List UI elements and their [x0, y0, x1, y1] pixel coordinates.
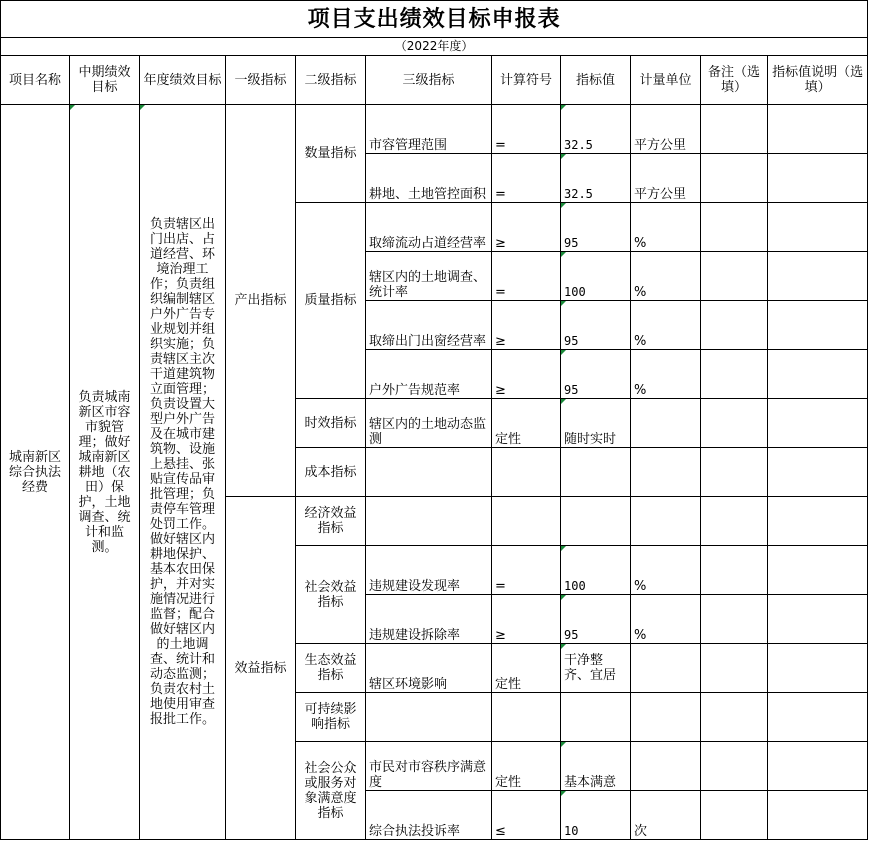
unit-cell[interactable]: [631, 742, 701, 791]
note-cell[interactable]: [768, 350, 868, 399]
note-cell[interactable]: [768, 791, 868, 840]
value-cell[interactable]: 100: [561, 252, 631, 301]
value-cell[interactable]: 95: [561, 595, 631, 644]
symbol-cell[interactable]: ≥: [492, 595, 561, 644]
value-cell[interactable]: 95: [561, 203, 631, 252]
symbol-cell[interactable]: ≥: [492, 301, 561, 350]
header-row: [1, 56, 868, 105]
symbol-cell[interactable]: =: [492, 154, 561, 203]
header-cell: 二级指标: [296, 56, 366, 105]
value-cell[interactable]: 10: [561, 791, 631, 840]
mid-goal-cell[interactable]: 负责城南新区市容市貌管理；做好城南新区耕地（农田）保护，土地调查、统计和监测。: [70, 105, 140, 840]
remark-cell[interactable]: [701, 350, 768, 399]
page-title: 项目支出绩效目标申报表: [1, 1, 868, 38]
header-cell: 指标值说明（选填）: [768, 56, 868, 105]
note-cell[interactable]: [768, 252, 868, 301]
indicator-name-cell[interactable]: [366, 693, 492, 742]
remark-cell[interactable]: [701, 595, 768, 644]
remark-cell[interactable]: [701, 644, 768, 693]
indicator-name-cell[interactable]: 辖区环境影响: [366, 644, 492, 693]
note-cell[interactable]: [768, 105, 868, 154]
symbol-cell[interactable]: [492, 497, 561, 546]
indicator-name-cell[interactable]: 违规建设发现率: [366, 546, 492, 595]
indicator-name-cell[interactable]: 户外广告规范率: [366, 350, 492, 399]
value-cell[interactable]: 95: [561, 350, 631, 399]
remark-cell[interactable]: [701, 546, 768, 595]
symbol-cell[interactable]: [492, 448, 561, 497]
unit-cell[interactable]: 平方公里: [631, 105, 701, 154]
indicator-name-cell[interactable]: 市容管理范围: [366, 105, 492, 154]
remark-cell[interactable]: [701, 399, 768, 448]
unit-cell[interactable]: [631, 399, 701, 448]
level2-social-cell[interactable]: 社会效益指标: [296, 546, 366, 644]
unit-cell[interactable]: %: [631, 203, 701, 252]
header-cell: 计量单位: [631, 56, 701, 105]
note-cell[interactable]: [768, 399, 868, 448]
indicator-name-cell[interactable]: [366, 497, 492, 546]
value-cell[interactable]: 95: [561, 301, 631, 350]
remark-cell[interactable]: [701, 497, 768, 546]
symbol-cell[interactable]: ≥: [492, 350, 561, 399]
unit-cell[interactable]: %: [631, 350, 701, 399]
value-cell[interactable]: 32.5: [561, 105, 631, 154]
value-cell[interactable]: 干净整齐、宜居: [561, 644, 631, 693]
level2-cost-cell[interactable]: 成本指标: [296, 448, 366, 497]
remark-cell[interactable]: [701, 742, 768, 791]
header-cell: 一级指标: [226, 56, 296, 105]
symbol-cell[interactable]: 定性: [492, 399, 561, 448]
note-cell[interactable]: [768, 644, 868, 693]
level2-satisfaction-cell[interactable]: 社会公众或服务对象满意度指标: [296, 742, 366, 840]
indicator-name-cell[interactable]: 取缔出门出窗经营率: [366, 301, 492, 350]
note-cell[interactable]: [768, 301, 868, 350]
symbol-cell[interactable]: 定性: [492, 742, 561, 791]
table-row: [1, 105, 868, 154]
project-name-cell[interactable]: 城南新区综合执法经费: [1, 105, 70, 840]
indicator-name-cell[interactable]: 辖区内的土地动态监测: [366, 399, 492, 448]
remark-cell[interactable]: [701, 203, 768, 252]
unit-cell[interactable]: %: [631, 301, 701, 350]
remark-cell[interactable]: [701, 448, 768, 497]
header-cell: 项目名称: [1, 56, 70, 105]
level2-economic-cell[interactable]: 经济效益指标: [296, 497, 366, 546]
indicator-name-cell[interactable]: 综合执法投诉率: [366, 791, 492, 840]
remark-cell[interactable]: [701, 252, 768, 301]
symbol-cell[interactable]: ≥: [492, 203, 561, 252]
level2-quality-cell[interactable]: 质量指标: [296, 203, 366, 399]
year-label: （2022年度）: [1, 38, 868, 56]
indicator-name-cell[interactable]: 取缔流动占道经营率: [366, 203, 492, 252]
symbol-cell[interactable]: =: [492, 105, 561, 154]
unit-cell[interactable]: [631, 644, 701, 693]
level2-timeliness-cell[interactable]: 时效指标: [296, 399, 366, 448]
indicator-name-cell[interactable]: [366, 448, 492, 497]
note-cell[interactable]: [768, 742, 868, 791]
level2-sustainable-cell[interactable]: 可持续影响指标: [296, 693, 366, 742]
unit-cell[interactable]: [631, 693, 701, 742]
indicator-name-cell[interactable]: 辖区内的土地调查、统计率: [366, 252, 492, 301]
annual-goal-cell[interactable]: 负责辖区出门出店、占道经营、环境治理工作；负责组织编制辖区户外广告专业规划并组织实施；负责辖区主次干道建筑物立面管理；负责设置大型户外广告及在城市建筑物、设施上悬挂、张贴宣传品审批管理；负责停车管理处罚工作。做好辖区内耕地保护、基本农田保护，并对实施情况进行监督；配合做好辖区内的土地调查、统计和动态监测；负责农村土地使用审查报批工作。: [140, 105, 226, 840]
value-cell[interactable]: 32.5: [561, 154, 631, 203]
note-cell[interactable]: [768, 546, 868, 595]
unit-cell[interactable]: [631, 448, 701, 497]
note-cell[interactable]: [768, 497, 868, 546]
note-cell[interactable]: [768, 595, 868, 644]
header-cell: 年度绩效目标: [140, 56, 226, 105]
symbol-cell[interactable]: =: [492, 546, 561, 595]
unit-cell[interactable]: [631, 497, 701, 546]
header-cell: 中期绩效目标: [70, 56, 140, 105]
level1-output-cell[interactable]: 产出指标: [226, 105, 296, 497]
value-cell[interactable]: 100: [561, 546, 631, 595]
remark-cell[interactable]: [701, 693, 768, 742]
symbol-cell[interactable]: ≤: [492, 791, 561, 840]
remark-cell[interactable]: [701, 154, 768, 203]
note-cell[interactable]: [768, 203, 868, 252]
value-cell[interactable]: [561, 693, 631, 742]
symbol-cell[interactable]: =: [492, 252, 561, 301]
value-cell[interactable]: [561, 497, 631, 546]
unit-cell[interactable]: %: [631, 546, 701, 595]
remark-cell[interactable]: [701, 791, 768, 840]
header-cell: 指标值: [561, 56, 631, 105]
value-cell[interactable]: 基本满意: [561, 742, 631, 791]
level2-quantity-cell[interactable]: 数量指标: [296, 105, 366, 203]
header-cell: 计算符号: [492, 56, 561, 105]
symbol-cell[interactable]: [492, 693, 561, 742]
header-cell: 备注（选填）: [701, 56, 768, 105]
indicator-name-cell[interactable]: 违规建设拆除率: [366, 595, 492, 644]
level1-benefit-cell[interactable]: 效益指标: [226, 497, 296, 840]
note-cell[interactable]: [768, 154, 868, 203]
note-cell[interactable]: [768, 448, 868, 497]
value-cell[interactable]: [561, 448, 631, 497]
indicator-name-cell[interactable]: 市民对市容秩序满意度: [366, 742, 492, 791]
remark-cell[interactable]: [701, 105, 768, 154]
remark-cell[interactable]: [701, 301, 768, 350]
note-cell[interactable]: [768, 693, 868, 742]
unit-cell[interactable]: 平方公里: [631, 154, 701, 203]
unit-cell[interactable]: 次: [631, 791, 701, 840]
level2-ecological-cell[interactable]: 生态效益指标: [296, 644, 366, 693]
symbol-cell[interactable]: 定性: [492, 644, 561, 693]
unit-cell[interactable]: %: [631, 595, 701, 644]
value-cell[interactable]: 随时实时: [561, 399, 631, 448]
indicator-name-cell[interactable]: 耕地、土地管控面积: [366, 154, 492, 203]
unit-cell[interactable]: %: [631, 252, 701, 301]
header-cell: 三级指标: [366, 56, 492, 105]
